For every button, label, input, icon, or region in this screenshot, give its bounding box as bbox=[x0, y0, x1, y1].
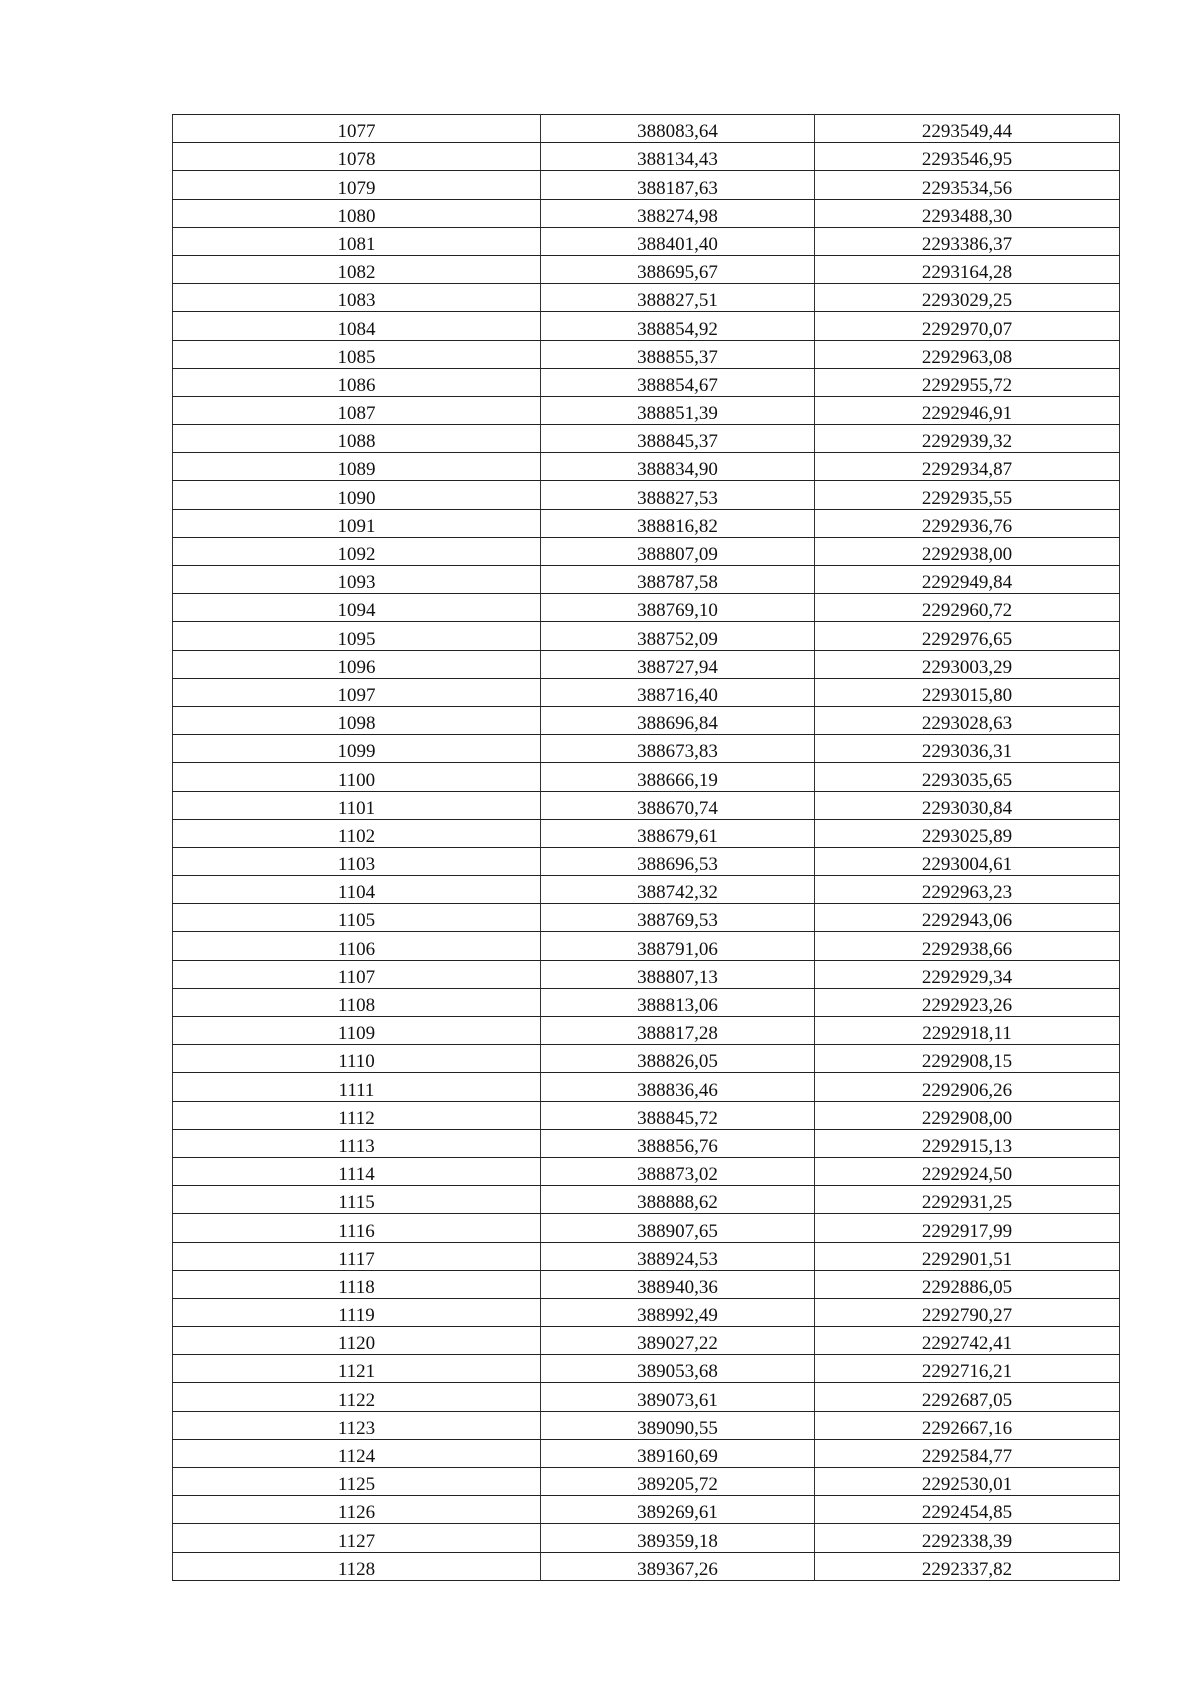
x-coordinate-cell: 388854,92 bbox=[541, 312, 815, 340]
y-coordinate-cell: 2292917,99 bbox=[815, 1214, 1120, 1242]
point-number-cell: 1117 bbox=[173, 1242, 541, 1270]
table-row bbox=[173, 932, 1120, 960]
x-coordinate-cell: 388873,02 bbox=[541, 1157, 815, 1185]
x-coordinate-cell: 388827,51 bbox=[541, 284, 815, 312]
y-coordinate-cell: 2292938,66 bbox=[815, 932, 1120, 960]
point-number-cell: 1094 bbox=[173, 594, 541, 622]
point-number-cell: 1116 bbox=[173, 1214, 541, 1242]
point-number-cell: 1077 bbox=[173, 115, 541, 143]
y-coordinate-cell: 2292936,76 bbox=[815, 509, 1120, 537]
point-number-cell: 1099 bbox=[173, 735, 541, 763]
point-number-cell: 1125 bbox=[173, 1468, 541, 1496]
table-row bbox=[173, 537, 1120, 565]
point-number-cell: 1100 bbox=[173, 763, 541, 791]
table-row bbox=[173, 706, 1120, 734]
y-coordinate-cell: 2293030,84 bbox=[815, 791, 1120, 819]
x-coordinate-cell: 388807,13 bbox=[541, 960, 815, 988]
x-coordinate-cell: 388791,06 bbox=[541, 932, 815, 960]
x-coordinate-cell: 388401,40 bbox=[541, 227, 815, 255]
y-coordinate-cell: 2292908,15 bbox=[815, 1045, 1120, 1073]
table-row bbox=[173, 1186, 1120, 1214]
point-number-cell: 1124 bbox=[173, 1439, 541, 1467]
point-number-cell: 1123 bbox=[173, 1411, 541, 1439]
x-coordinate-cell: 389073,61 bbox=[541, 1383, 815, 1411]
x-coordinate-cell: 388727,94 bbox=[541, 650, 815, 678]
y-coordinate-cell: 2293036,31 bbox=[815, 735, 1120, 763]
x-coordinate-cell: 388716,40 bbox=[541, 678, 815, 706]
x-coordinate-cell: 389053,68 bbox=[541, 1355, 815, 1383]
point-number-cell: 1092 bbox=[173, 537, 541, 565]
x-coordinate-cell: 388992,49 bbox=[541, 1298, 815, 1326]
table-row bbox=[173, 594, 1120, 622]
point-number-cell: 1103 bbox=[173, 847, 541, 875]
table-row bbox=[173, 1242, 1120, 1270]
y-coordinate-cell: 2292934,87 bbox=[815, 453, 1120, 481]
table-row bbox=[173, 255, 1120, 283]
table-row bbox=[173, 340, 1120, 368]
y-coordinate-cell: 2292938,00 bbox=[815, 537, 1120, 565]
point-number-cell: 1078 bbox=[173, 143, 541, 171]
table-row bbox=[173, 566, 1120, 594]
y-coordinate-cell: 2292923,26 bbox=[815, 988, 1120, 1016]
point-number-cell: 1107 bbox=[173, 960, 541, 988]
x-coordinate-cell: 388813,06 bbox=[541, 988, 815, 1016]
x-coordinate-cell: 389090,55 bbox=[541, 1411, 815, 1439]
point-number-cell: 1126 bbox=[173, 1496, 541, 1524]
point-number-cell: 1104 bbox=[173, 876, 541, 904]
table-row bbox=[173, 312, 1120, 340]
y-coordinate-cell: 2293004,61 bbox=[815, 847, 1120, 875]
point-number-cell: 1087 bbox=[173, 396, 541, 424]
table-row bbox=[173, 847, 1120, 875]
x-coordinate-cell: 388855,37 bbox=[541, 340, 815, 368]
y-coordinate-cell: 2293003,29 bbox=[815, 650, 1120, 678]
x-coordinate-cell: 388696,53 bbox=[541, 847, 815, 875]
x-coordinate-cell: 388856,76 bbox=[541, 1129, 815, 1157]
y-coordinate-cell: 2292970,07 bbox=[815, 312, 1120, 340]
x-coordinate-cell: 388666,19 bbox=[541, 763, 815, 791]
point-number-cell: 1084 bbox=[173, 312, 541, 340]
table-row bbox=[173, 199, 1120, 227]
point-number-cell: 1108 bbox=[173, 988, 541, 1016]
y-coordinate-cell: 2293164,28 bbox=[815, 255, 1120, 283]
y-coordinate-cell: 2292338,39 bbox=[815, 1524, 1120, 1552]
table-row bbox=[173, 763, 1120, 791]
table-row bbox=[173, 1524, 1120, 1552]
y-coordinate-cell: 2292935,55 bbox=[815, 481, 1120, 509]
y-coordinate-cell: 2292584,77 bbox=[815, 1439, 1120, 1467]
coordinates-table-body bbox=[173, 115, 1120, 1581]
table-row bbox=[173, 1214, 1120, 1242]
table-row bbox=[173, 481, 1120, 509]
y-coordinate-cell: 2292886,05 bbox=[815, 1270, 1120, 1298]
x-coordinate-cell: 388888,62 bbox=[541, 1186, 815, 1214]
x-coordinate-cell: 388817,28 bbox=[541, 1017, 815, 1045]
point-number-cell: 1085 bbox=[173, 340, 541, 368]
x-coordinate-cell: 388670,74 bbox=[541, 791, 815, 819]
x-coordinate-cell: 388679,61 bbox=[541, 819, 815, 847]
table-row bbox=[173, 1355, 1120, 1383]
y-coordinate-cell: 2292906,26 bbox=[815, 1073, 1120, 1101]
x-coordinate-cell: 389359,18 bbox=[541, 1524, 815, 1552]
x-coordinate-cell: 388752,09 bbox=[541, 622, 815, 650]
x-coordinate-cell: 388695,67 bbox=[541, 255, 815, 283]
point-number-cell: 1088 bbox=[173, 425, 541, 453]
point-number-cell: 1083 bbox=[173, 284, 541, 312]
point-number-cell: 1106 bbox=[173, 932, 541, 960]
point-number-cell: 1098 bbox=[173, 706, 541, 734]
table-row bbox=[173, 735, 1120, 763]
point-number-cell: 1121 bbox=[173, 1355, 541, 1383]
y-coordinate-cell: 2292716,21 bbox=[815, 1355, 1120, 1383]
x-coordinate-cell: 388834,90 bbox=[541, 453, 815, 481]
table-row bbox=[173, 960, 1120, 988]
y-coordinate-cell: 2293386,37 bbox=[815, 227, 1120, 255]
table-row bbox=[173, 115, 1120, 143]
x-coordinate-cell: 388787,58 bbox=[541, 566, 815, 594]
x-coordinate-cell: 388854,67 bbox=[541, 368, 815, 396]
table-row bbox=[173, 678, 1120, 706]
x-coordinate-cell: 388696,84 bbox=[541, 706, 815, 734]
table-row bbox=[173, 143, 1120, 171]
y-coordinate-cell: 2292963,23 bbox=[815, 876, 1120, 904]
table-row bbox=[173, 1270, 1120, 1298]
y-coordinate-cell: 2292955,72 bbox=[815, 368, 1120, 396]
y-coordinate-cell: 2292667,16 bbox=[815, 1411, 1120, 1439]
y-coordinate-cell: 2293015,80 bbox=[815, 678, 1120, 706]
table-row bbox=[173, 509, 1120, 537]
table-row bbox=[173, 1045, 1120, 1073]
x-coordinate-cell: 388851,39 bbox=[541, 396, 815, 424]
x-coordinate-cell: 388769,10 bbox=[541, 594, 815, 622]
y-coordinate-cell: 2293029,25 bbox=[815, 284, 1120, 312]
table-row bbox=[173, 876, 1120, 904]
table-row bbox=[173, 1129, 1120, 1157]
y-coordinate-cell: 2292943,06 bbox=[815, 904, 1120, 932]
y-coordinate-cell: 2292915,13 bbox=[815, 1129, 1120, 1157]
y-coordinate-cell: 2292929,34 bbox=[815, 960, 1120, 988]
table-row bbox=[173, 819, 1120, 847]
y-coordinate-cell: 2293028,63 bbox=[815, 706, 1120, 734]
table-row bbox=[173, 1101, 1120, 1129]
table-row bbox=[173, 1411, 1120, 1439]
x-coordinate-cell: 388134,43 bbox=[541, 143, 815, 171]
y-coordinate-cell: 2292976,65 bbox=[815, 622, 1120, 650]
point-number-cell: 1118 bbox=[173, 1270, 541, 1298]
x-coordinate-cell: 388807,09 bbox=[541, 537, 815, 565]
y-coordinate-cell: 2293534,56 bbox=[815, 171, 1120, 199]
y-coordinate-cell: 2292946,91 bbox=[815, 396, 1120, 424]
y-coordinate-cell: 2292918,11 bbox=[815, 1017, 1120, 1045]
point-number-cell: 1114 bbox=[173, 1157, 541, 1185]
table-row bbox=[173, 1496, 1120, 1524]
point-number-cell: 1093 bbox=[173, 566, 541, 594]
table-row bbox=[173, 1439, 1120, 1467]
y-coordinate-cell: 2292931,25 bbox=[815, 1186, 1120, 1214]
point-number-cell: 1120 bbox=[173, 1327, 541, 1355]
table-row bbox=[173, 791, 1120, 819]
y-coordinate-cell: 2293546,95 bbox=[815, 143, 1120, 171]
table-row bbox=[173, 396, 1120, 424]
point-number-cell: 1086 bbox=[173, 368, 541, 396]
x-coordinate-cell: 388187,63 bbox=[541, 171, 815, 199]
x-coordinate-cell: 388083,64 bbox=[541, 115, 815, 143]
table-row bbox=[173, 227, 1120, 255]
y-coordinate-cell: 2293549,44 bbox=[815, 115, 1120, 143]
x-coordinate-cell: 389367,26 bbox=[541, 1552, 815, 1580]
y-coordinate-cell: 2293035,65 bbox=[815, 763, 1120, 791]
table-row bbox=[173, 650, 1120, 678]
y-coordinate-cell: 2292939,32 bbox=[815, 425, 1120, 453]
x-coordinate-cell: 388673,83 bbox=[541, 735, 815, 763]
point-number-cell: 1109 bbox=[173, 1017, 541, 1045]
table-row bbox=[173, 1157, 1120, 1185]
x-coordinate-cell: 388816,82 bbox=[541, 509, 815, 537]
x-coordinate-cell: 389160,69 bbox=[541, 1439, 815, 1467]
table-row bbox=[173, 622, 1120, 650]
table-row bbox=[173, 904, 1120, 932]
table-row bbox=[173, 1073, 1120, 1101]
x-coordinate-cell: 389027,22 bbox=[541, 1327, 815, 1355]
point-number-cell: 1095 bbox=[173, 622, 541, 650]
point-number-cell: 1112 bbox=[173, 1101, 541, 1129]
point-number-cell: 1110 bbox=[173, 1045, 541, 1073]
y-coordinate-cell: 2292908,00 bbox=[815, 1101, 1120, 1129]
x-coordinate-cell: 388836,46 bbox=[541, 1073, 815, 1101]
point-number-cell: 1090 bbox=[173, 481, 541, 509]
y-coordinate-cell: 2292960,72 bbox=[815, 594, 1120, 622]
point-number-cell: 1127 bbox=[173, 1524, 541, 1552]
point-number-cell: 1119 bbox=[173, 1298, 541, 1326]
point-number-cell: 1079 bbox=[173, 171, 541, 199]
y-coordinate-cell: 2292742,41 bbox=[815, 1327, 1120, 1355]
x-coordinate-cell: 388274,98 bbox=[541, 199, 815, 227]
point-number-cell: 1105 bbox=[173, 904, 541, 932]
y-coordinate-cell: 2292687,05 bbox=[815, 1383, 1120, 1411]
x-coordinate-cell: 389205,72 bbox=[541, 1468, 815, 1496]
x-coordinate-cell: 388742,32 bbox=[541, 876, 815, 904]
point-number-cell: 1091 bbox=[173, 509, 541, 537]
point-number-cell: 1128 bbox=[173, 1552, 541, 1580]
y-coordinate-cell: 2293025,89 bbox=[815, 819, 1120, 847]
x-coordinate-cell: 388826,05 bbox=[541, 1045, 815, 1073]
table-row bbox=[173, 453, 1120, 481]
table-row bbox=[173, 1017, 1120, 1045]
x-coordinate-cell: 388845,72 bbox=[541, 1101, 815, 1129]
y-coordinate-cell: 2292790,27 bbox=[815, 1298, 1120, 1326]
x-coordinate-cell: 389269,61 bbox=[541, 1496, 815, 1524]
y-coordinate-cell: 2292963,08 bbox=[815, 340, 1120, 368]
y-coordinate-cell: 2292924,50 bbox=[815, 1157, 1120, 1185]
point-number-cell: 1096 bbox=[173, 650, 541, 678]
x-coordinate-cell: 388940,36 bbox=[541, 1270, 815, 1298]
x-coordinate-cell: 388845,37 bbox=[541, 425, 815, 453]
y-coordinate-cell: 2292949,84 bbox=[815, 566, 1120, 594]
table-row bbox=[173, 284, 1120, 312]
table-row bbox=[173, 171, 1120, 199]
y-coordinate-cell: 2292454,85 bbox=[815, 1496, 1120, 1524]
x-coordinate-cell: 388827,53 bbox=[541, 481, 815, 509]
point-number-cell: 1115 bbox=[173, 1186, 541, 1214]
table-row bbox=[173, 1298, 1120, 1326]
x-coordinate-cell: 388769,53 bbox=[541, 904, 815, 932]
point-number-cell: 1089 bbox=[173, 453, 541, 481]
table-row bbox=[173, 988, 1120, 1016]
point-number-cell: 1080 bbox=[173, 199, 541, 227]
table-row bbox=[173, 425, 1120, 453]
point-number-cell: 1081 bbox=[173, 227, 541, 255]
point-number-cell: 1102 bbox=[173, 819, 541, 847]
table-row bbox=[173, 1327, 1120, 1355]
point-number-cell: 1097 bbox=[173, 678, 541, 706]
table-row bbox=[173, 1552, 1120, 1580]
point-number-cell: 1122 bbox=[173, 1383, 541, 1411]
table-row bbox=[173, 1468, 1120, 1496]
point-number-cell: 1082 bbox=[173, 255, 541, 283]
y-coordinate-cell: 2292337,82 bbox=[815, 1552, 1120, 1580]
x-coordinate-cell: 388924,53 bbox=[541, 1242, 815, 1270]
coordinates-table bbox=[172, 114, 1120, 1581]
point-number-cell: 1113 bbox=[173, 1129, 541, 1157]
x-coordinate-cell: 388907,65 bbox=[541, 1214, 815, 1242]
y-coordinate-cell: 2292901,51 bbox=[815, 1242, 1120, 1270]
point-number-cell: 1111 bbox=[173, 1073, 541, 1101]
point-number-cell: 1101 bbox=[173, 791, 541, 819]
table-row bbox=[173, 368, 1120, 396]
y-coordinate-cell: 2293488,30 bbox=[815, 199, 1120, 227]
y-coordinate-cell: 2292530,01 bbox=[815, 1468, 1120, 1496]
table-row bbox=[173, 1383, 1120, 1411]
